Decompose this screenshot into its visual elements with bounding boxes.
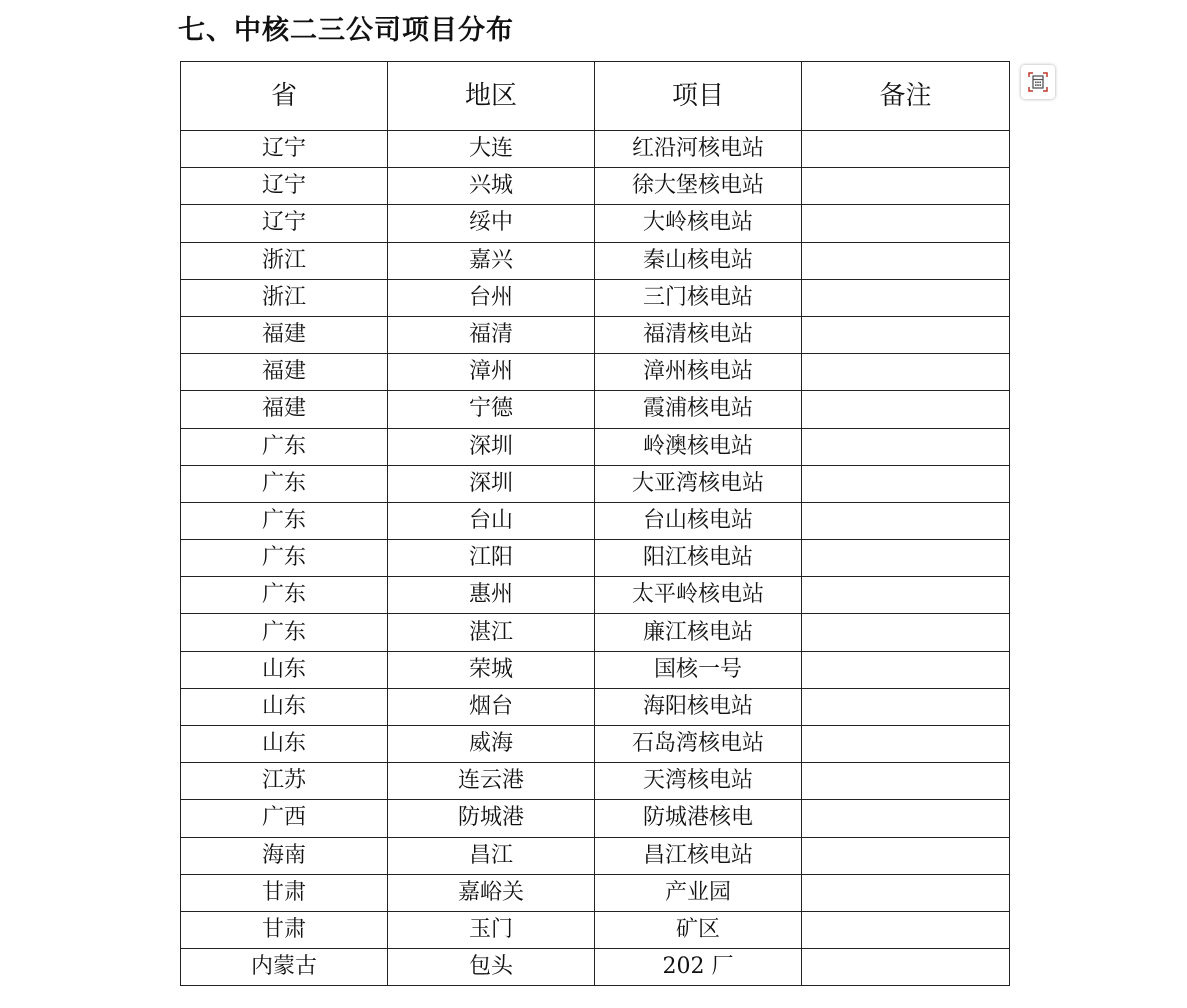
- cell-remark: [802, 614, 1010, 651]
- cell-region: 江阳: [388, 540, 595, 577]
- cell-province: 辽宁: [181, 168, 388, 205]
- cell-province: 辽宁: [181, 131, 388, 168]
- cell-province: 山东: [181, 651, 388, 688]
- cell-remark: [802, 465, 1010, 502]
- cell-remark: [802, 205, 1010, 242]
- cell-remark: [802, 279, 1010, 316]
- table-row: [181, 911, 1010, 948]
- cell-project: 太平岭核电站: [595, 577, 802, 614]
- cell-project: 海阳核电站: [595, 688, 802, 725]
- cell-region: 威海: [388, 726, 595, 763]
- cell-remark: [802, 502, 1010, 539]
- cell-project: 202 厂: [595, 949, 802, 986]
- cell-province: 内蒙古: [181, 949, 388, 986]
- cell-project: 天湾核电站: [595, 763, 802, 800]
- cell-remark: [802, 800, 1010, 837]
- table-row: [181, 800, 1010, 837]
- table-row: [181, 688, 1010, 725]
- cell-project: 三门核电站: [595, 279, 802, 316]
- table-row: [181, 465, 1010, 502]
- cell-remark: [802, 688, 1010, 725]
- cell-province: 江苏: [181, 763, 388, 800]
- table-row: [181, 316, 1010, 353]
- cell-province: 甘肃: [181, 911, 388, 948]
- cell-remark: [802, 577, 1010, 614]
- table-row: [181, 502, 1010, 539]
- table-row: [181, 279, 1010, 316]
- table-header-row: [181, 62, 1010, 131]
- calculator-icon: [1027, 71, 1049, 93]
- table-row: [181, 391, 1010, 428]
- cell-region: 昌江: [388, 837, 595, 874]
- cell-project: 矿区: [595, 911, 802, 948]
- cell-region: 防城港: [388, 800, 595, 837]
- cell-province: 山东: [181, 726, 388, 763]
- table-row: [181, 726, 1010, 763]
- cell-region: 连云港: [388, 763, 595, 800]
- cell-project: 霞浦核电站: [595, 391, 802, 428]
- cell-project: 大亚湾核电站: [595, 465, 802, 502]
- cell-region: 深圳: [388, 465, 595, 502]
- cell-province: 福建: [181, 354, 388, 391]
- cell-region: 惠州: [388, 577, 595, 614]
- cell-project: 防城港核电: [595, 800, 802, 837]
- cell-province: 广西: [181, 800, 388, 837]
- cell-region: 台山: [388, 502, 595, 539]
- cell-province: 广东: [181, 577, 388, 614]
- table-row: [181, 874, 1010, 911]
- cell-region: 荣城: [388, 651, 595, 688]
- cell-region: 玉门: [388, 911, 595, 948]
- cell-remark: [802, 316, 1010, 353]
- cell-project: 石岛湾核电站: [595, 726, 802, 763]
- cell-province: 福建: [181, 316, 388, 353]
- cell-province: 广东: [181, 614, 388, 651]
- cell-project: 福清核电站: [595, 316, 802, 353]
- cell-region: 大连: [388, 131, 595, 168]
- cell-remark: [802, 131, 1010, 168]
- header-region: 地区: [388, 62, 595, 131]
- table-row: [181, 242, 1010, 279]
- cell-province: 广东: [181, 540, 388, 577]
- cell-region: 漳州: [388, 354, 595, 391]
- cell-remark: [802, 354, 1010, 391]
- cell-remark: [802, 391, 1010, 428]
- cell-remark: [802, 540, 1010, 577]
- cell-region: 湛江: [388, 614, 595, 651]
- cell-project: 国核一号: [595, 651, 802, 688]
- cell-project: 廉江核电站: [595, 614, 802, 651]
- cell-remark: [802, 428, 1010, 465]
- cell-province: 辽宁: [181, 205, 388, 242]
- cell-remark: [802, 911, 1010, 948]
- cell-remark: [802, 763, 1010, 800]
- table-row: [181, 168, 1010, 205]
- cell-project: 岭澳核电站: [595, 428, 802, 465]
- cell-region: 烟台: [388, 688, 595, 725]
- table-row: [181, 651, 1010, 688]
- cell-province: 广东: [181, 465, 388, 502]
- cell-project: 阳江核电站: [595, 540, 802, 577]
- header-remark: 备注: [802, 62, 1010, 131]
- project-table: [180, 61, 1010, 986]
- cell-project: 产业园: [595, 874, 802, 911]
- cell-region: 深圳: [388, 428, 595, 465]
- cell-remark: [802, 837, 1010, 874]
- cell-province: 海南: [181, 837, 388, 874]
- table-row: [181, 131, 1010, 168]
- cell-project: 徐大堡核电站: [595, 168, 802, 205]
- cell-province: 甘肃: [181, 874, 388, 911]
- table-row: [181, 763, 1010, 800]
- cell-province: 广东: [181, 502, 388, 539]
- table-row: [181, 354, 1010, 391]
- cell-province: 浙江: [181, 279, 388, 316]
- cell-remark: [802, 651, 1010, 688]
- table-row: [181, 540, 1010, 577]
- table-row: [181, 837, 1010, 874]
- cell-region: 绥中: [388, 205, 595, 242]
- header-project: 项目: [595, 62, 802, 131]
- cell-province: 山东: [181, 688, 388, 725]
- cell-region: 包头: [388, 949, 595, 986]
- cell-region: 宁德: [388, 391, 595, 428]
- cell-province: 福建: [181, 391, 388, 428]
- cell-project: 昌江核电站: [595, 837, 802, 874]
- cell-remark: [802, 949, 1010, 986]
- cell-province: 浙江: [181, 242, 388, 279]
- cell-project: 红沿河核电站: [595, 131, 802, 168]
- page-title: 七、中核二三公司项目分布: [178, 15, 514, 46]
- cell-project: 秦山核电站: [595, 242, 802, 279]
- cell-project: 台山核电站: [595, 502, 802, 539]
- table-row: [181, 614, 1010, 651]
- cell-region: 嘉兴: [388, 242, 595, 279]
- cell-remark: [802, 726, 1010, 763]
- cell-province: 广东: [181, 428, 388, 465]
- header-province: 省: [181, 62, 388, 131]
- cell-remark: [802, 874, 1010, 911]
- table-row: [181, 428, 1010, 465]
- cell-region: 福清: [388, 316, 595, 353]
- cell-region: 台州: [388, 279, 595, 316]
- cell-region: 兴城: [388, 168, 595, 205]
- cell-remark: [802, 242, 1010, 279]
- table-calculate-button[interactable]: [1021, 65, 1055, 99]
- table-body: [181, 131, 1010, 986]
- cell-remark: [802, 168, 1010, 205]
- table-row: [181, 205, 1010, 242]
- cell-project: 大岭核电站: [595, 205, 802, 242]
- cell-project: 漳州核电站: [595, 354, 802, 391]
- table-row: [181, 577, 1010, 614]
- cell-region: 嘉峪关: [388, 874, 595, 911]
- table-row: [181, 949, 1010, 986]
